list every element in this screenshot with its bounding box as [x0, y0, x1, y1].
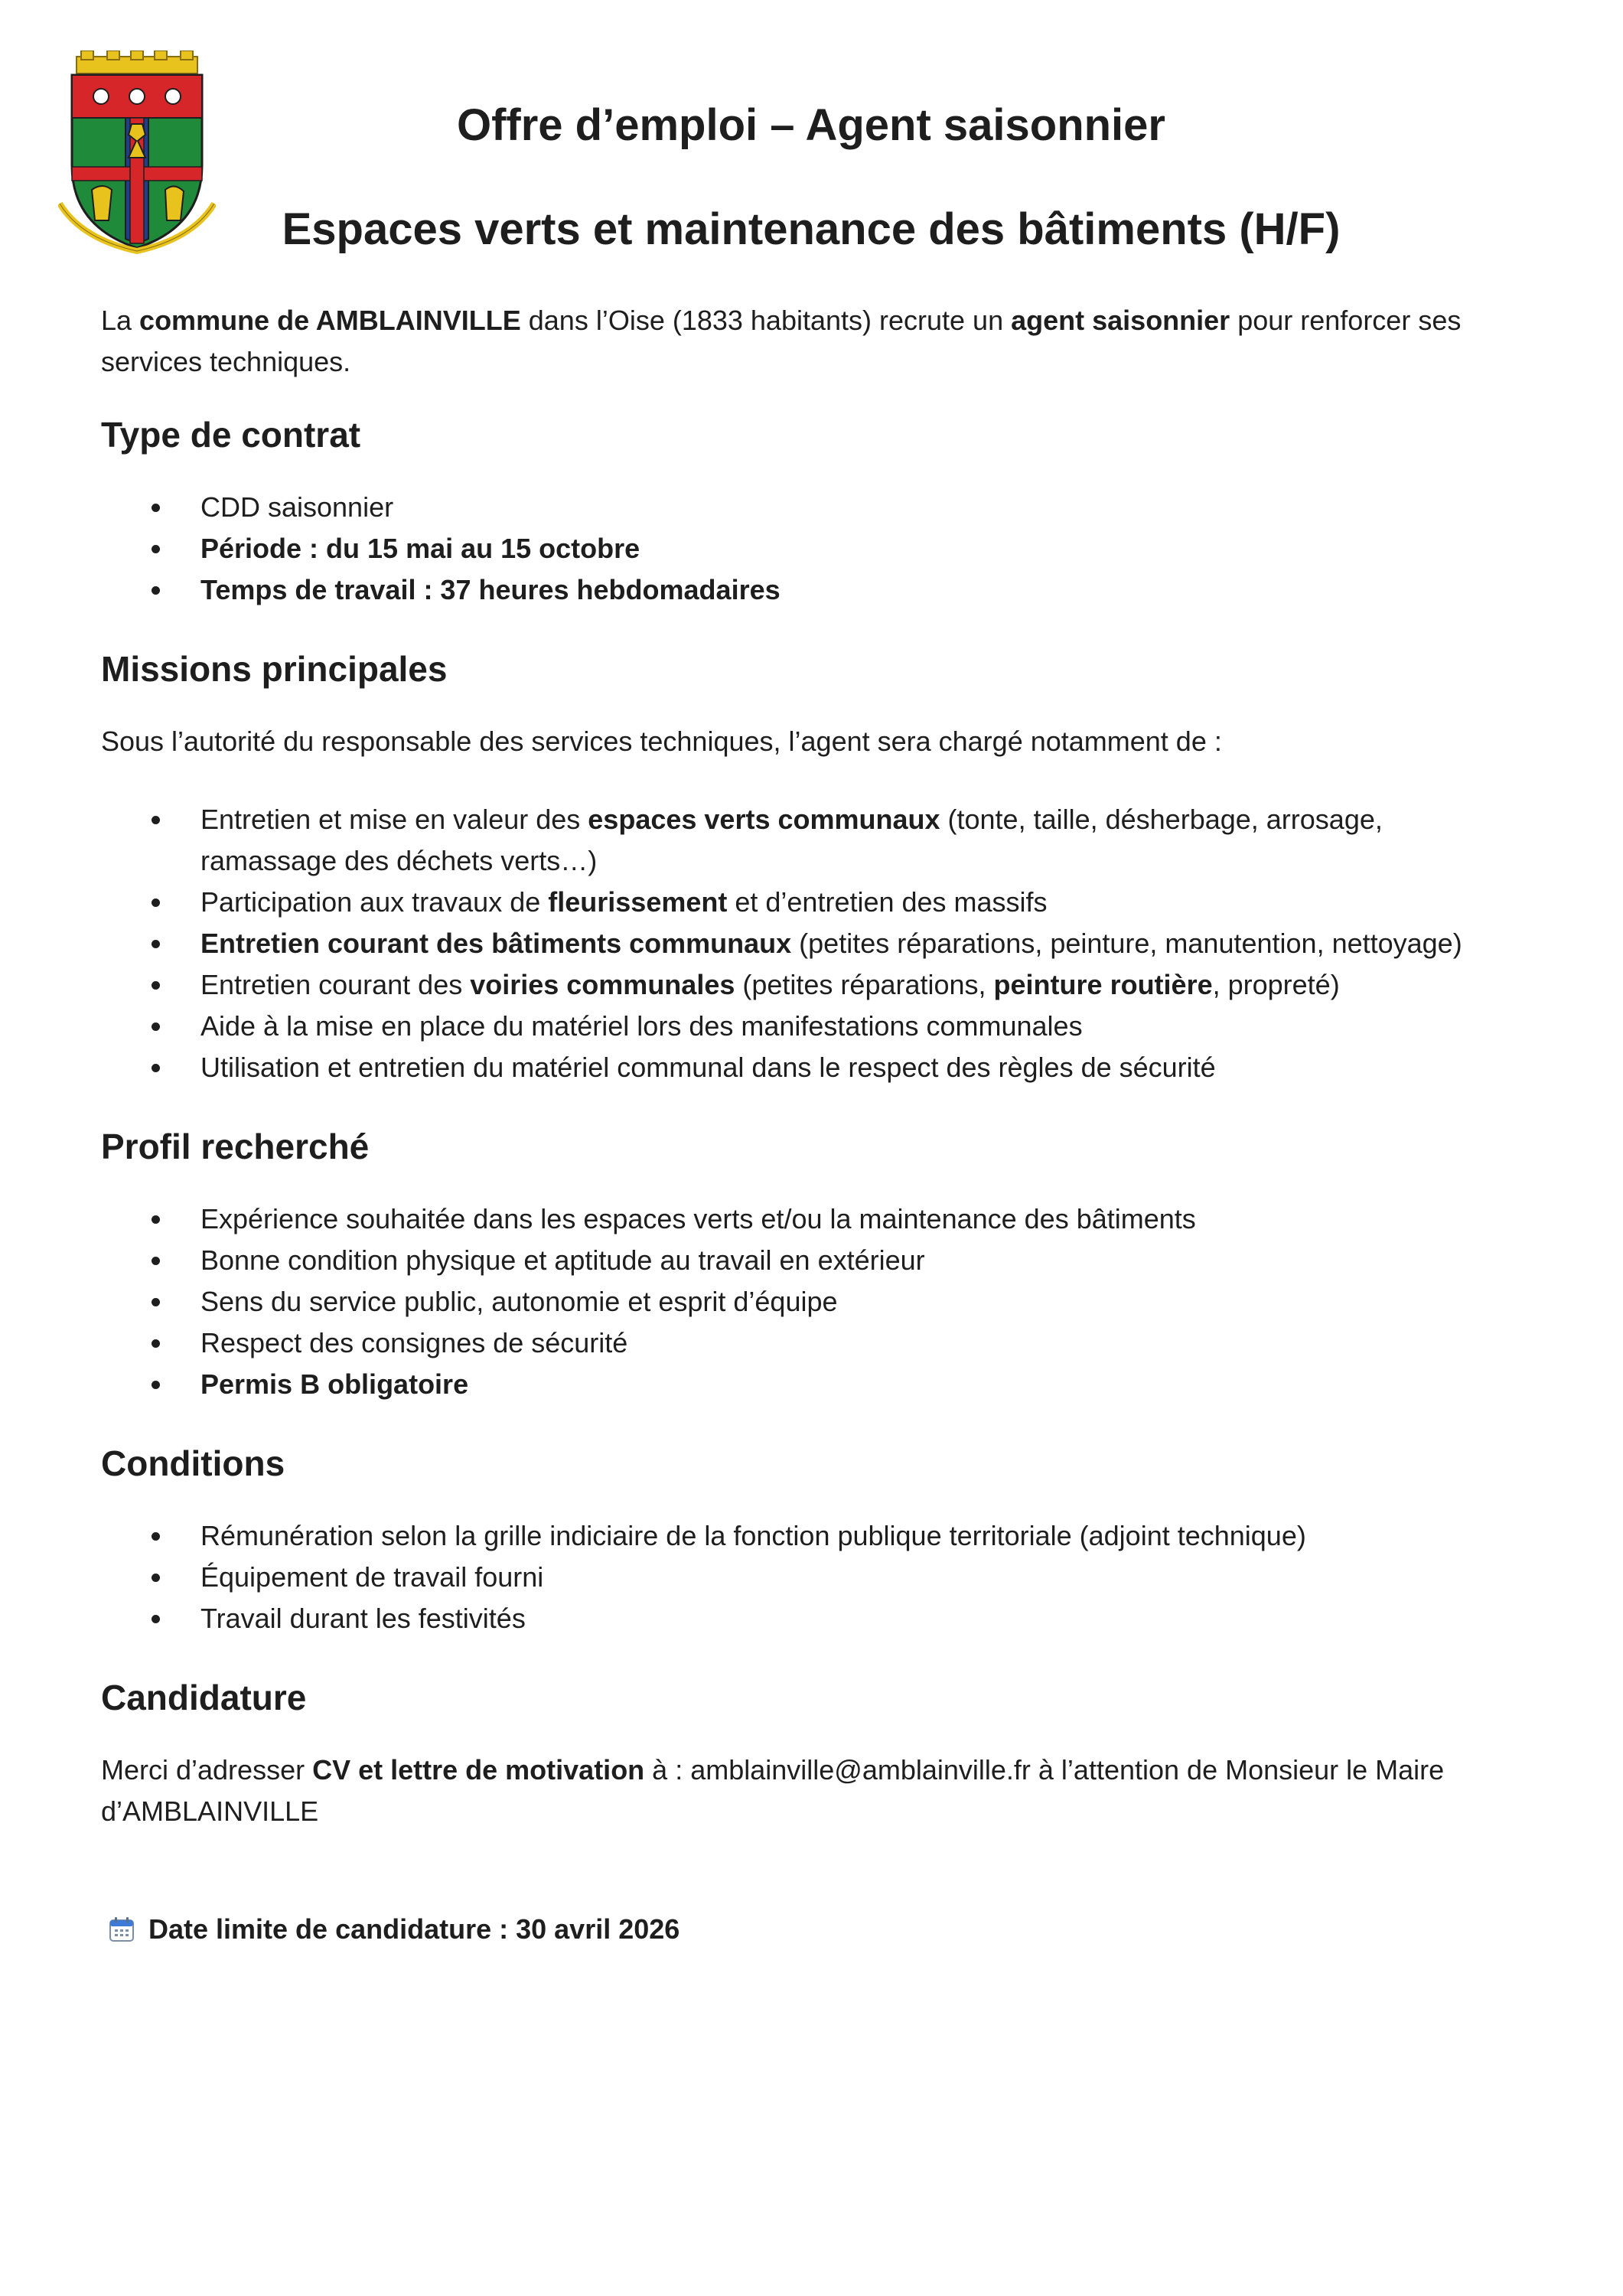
list-item — [101, 799, 1524, 882]
page-title: Offre d’emploi – Agent saisonnier — [456, 100, 1166, 150]
profile-list — [101, 1199, 1524, 1405]
document-body — [101, 300, 1524, 1950]
item-text-bold: peinture routière — [993, 969, 1213, 1000]
item-text: Entretien et mise en valeur des — [200, 804, 588, 835]
list-item — [101, 964, 1524, 1006]
intro-text: La — [101, 305, 140, 336]
list-item: Bonne condition physique et aptitude au travail en extérieur — [101, 1240, 1524, 1281]
list-item: Permis B obligatoire — [101, 1364, 1524, 1405]
list-item: Sens du service public, autonomie et esprit d’équipe — [101, 1281, 1524, 1322]
list-item: Période : du 15 mai au 15 octobre — [101, 528, 1524, 569]
item-text: (petites réparations, — [735, 969, 994, 1000]
item-text: Participation aux travaux de — [200, 886, 549, 918]
deadline-text: Date limite de candidature : 30 avril 2026 — [148, 1913, 680, 1945]
list-item: Temps de travail : 37 heures hebdomadaires — [101, 569, 1524, 611]
intro-position: agent saisonnier — [1011, 305, 1230, 336]
missions-intro: Sous l’autorité du responsable des services techniques, l’agent sera chargé notamment de : — [101, 726, 1222, 757]
list-item — [101, 882, 1524, 923]
intro-commune: commune de AMBLAINVILLE — [139, 305, 521, 336]
conditions-list — [101, 1515, 1524, 1639]
intro-text: dans l’Oise (1833 habitants) recrute un — [520, 305, 1012, 336]
contract-list — [101, 487, 1524, 611]
list-item — [101, 923, 1524, 964]
list-item: Utilisation et entretien du matériel communal dans le respect des règles de sécurité — [101, 1047, 1524, 1088]
list-item: Aide à la mise en place du matériel lors des manifestations communales — [101, 1006, 1524, 1047]
item-text: et d’entretien des massifs — [727, 886, 1048, 918]
list-item: CDD saisonnier — [101, 487, 1524, 528]
section-title-conditions: Conditions — [101, 1443, 285, 1483]
item-text-bold: espaces verts communaux — [588, 804, 940, 835]
section-title-profile: Profil recherché — [101, 1127, 370, 1166]
list-item: Rémunération selon la grille indiciaire de la fonction publique territoriale (adjoint technique) — [101, 1515, 1524, 1557]
intro-paragraph — [101, 300, 1524, 383]
item-text-bold: voiries communales — [470, 969, 735, 1000]
item-text-bold: fleurissement — [548, 886, 728, 918]
application-deadline — [101, 1909, 1524, 1950]
commune-crest-logo — [58, 51, 216, 256]
application-text: Merci d’adresser — [101, 1754, 313, 1786]
list-item: Respect des consignes de sécurité — [101, 1322, 1524, 1364]
missions-list — [101, 799, 1524, 1088]
application-paragraph — [101, 1750, 1524, 1832]
section-title-missions: Missions principales — [101, 649, 448, 689]
page-subtitle: Espaces verts et maintenance des bâtiments (H/F) — [282, 204, 1341, 254]
item-text: , propreté) — [1212, 969, 1340, 1000]
section-title-contract: Type de contrat — [101, 415, 361, 455]
list-item: Expérience souhaitée dans les espaces verts et/ou la maintenance des bâtiments — [101, 1199, 1524, 1240]
list-item: Équipement de travail fourni — [101, 1557, 1524, 1598]
list-item: Travail durant les festivités — [101, 1598, 1524, 1639]
application-documents: CV et lettre de motivation — [312, 1754, 645, 1786]
item-text: (petites réparations, peinture, manutention, nettoyage) — [791, 928, 1462, 959]
intro-text: pour renforcer ses services techniques. — [101, 305, 1462, 377]
item-text: Entretien courant des — [200, 969, 471, 1000]
item-text-bold: Entretien courant des bâtiments communaux — [200, 928, 792, 959]
calendar-icon — [109, 1916, 135, 1942]
application-text: à : amblainville@amblainville.fr à l’attention de Monsieur le Maire d’AMBLAINVILLE — [101, 1754, 1445, 1827]
item-text: (tonte, taille, désherbage, arrosage, ramassage des déchets verts…) — [200, 804, 1383, 876]
section-title-application: Candidature — [101, 1678, 307, 1717]
